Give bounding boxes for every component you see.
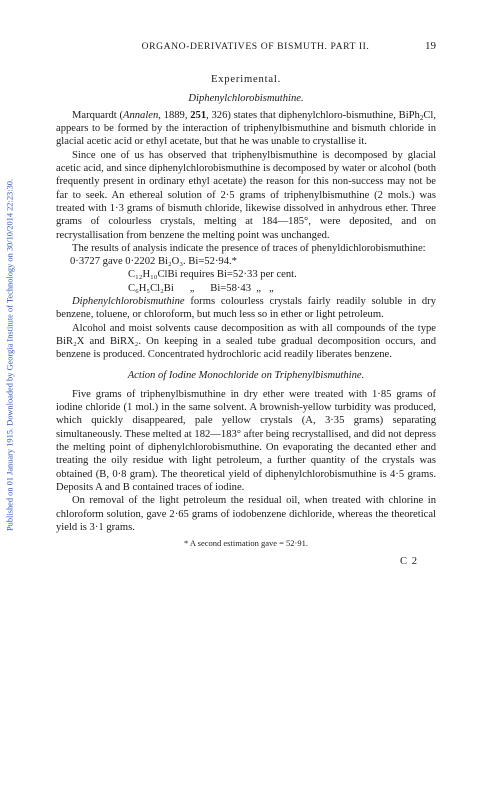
running-title: ORGANO-DERIVATIVES OF BISMUTH. PART II. <box>141 41 370 52</box>
paper-page <box>56 40 436 569</box>
analysis-required-diphenyl: C₁₂H₁₀ClBi requires Bi=52·33 per cent. <box>128 269 297 281</box>
paragraph-decomposition: Alcohol and moist solvents cause decomposition as with all compounds of the type BiR₂X and BiRX₂. On keeping in a sealed tube gradual decomposition occurs, and benzene is produced. Concentrated hydrochloric acid readily liberates benzene. <box>56 322 436 361</box>
paragraph-marquardt: Marquardt (Annalen, 1889, 251, 326) states that diphenylchloro-bismuthine, BiPh$_2$Cl, appears to be formed by the interaction of triphenylbismuthine and bismuth chloride in glacial acetic acid or ethyl acetate, but that he was unable to crystallise it. <box>56 109 436 148</box>
text-run: Cl, appears to be formed by the interaction of triphenylbismuthine and bismuth chloride in glacial acetic acid or ethyl acetate, but that he was unable to crystallise it. <box>56 109 436 148</box>
signature-mark: C 2 <box>399 556 418 568</box>
paragraph-iodobenzene: On removal of the light petroleum the residual oil, when treated with chlorine in chloroform solution, gave 2·65 grams of iodobenzene dichloride, whereas the theoretical yield is 3·1 grams. <box>56 495 436 533</box>
subsection-heading-iodine: Action of Iodine Monochloride on Triphenylbismuthine. <box>127 369 365 381</box>
download-notice-text: Published on 01 January 1915. Downloaded by Georgia Institute of Technology on 30/10/2014 22:23:30. <box>5 179 15 531</box>
text-run: , 326) states that diphenylchloro-bismuthine, BiPh <box>206 109 420 121</box>
download-notice-margin <box>3 40 17 670</box>
paragraph-iodine-reaction: Five grams of triphenylbismuthine in dry ether were treated with 1·85 grams of iodine chloride (1 mol.) in the same solvent. A brownish-yellow turbidity was produced, which quickly disappeared, pale yellow crystals (A, 3·35 grams) separating simultaneously. These melted at 182—183° after being recrystallised, and did not depress the melting point of diphenylchlorobismuthine. On evaporating the decanted ether and treating the oily residue with light petroleum, a further quantity of the crystals was obtained (B, 0·8 gram). The theoretical yield of diphenylchlorobismuthine is 4·5 grams. Deposits A and B contained traces of iodine. <box>56 388 436 493</box>
text-run: Marquardt ( <box>72 109 123 121</box>
text-run: , 1889, <box>158 109 191 121</box>
analysis-found: 0·3727 gave 0·2202 Bi₂O₃. Bi=52·94.* <box>70 256 237 268</box>
section-heading: Experimental. <box>210 74 282 86</box>
running-header <box>56 40 436 53</box>
compound-name: Diphenylchlorobismuthine <box>72 296 185 308</box>
analysis-required-phenyl: C₆H₅Cl₂Bi „ Bi=58·43 „ „ <box>128 282 274 294</box>
footnote: * A second estimation gave = 52·91. <box>183 538 308 549</box>
citation-volume: 251 <box>190 109 207 121</box>
paragraph-analysis-intro: The results of analysis indicate the presence of traces of phenyldichlorobismuthine: <box>72 242 426 254</box>
text-run: forms colourless crystals fairly readily soluble in dry benzene, toluene, or chloroform, but much less so in ether or light petroleum. <box>56 296 436 321</box>
citation-journal: Annalen <box>122 109 159 121</box>
page-number: 19 <box>425 40 436 52</box>
paragraph-method: Since one of us has observed that triphenylbismuthine is decomposed by glacial acetic acid, and since diphenylchlorobismuthine is decomposed by water or alcohol (both frequently present in ordinary ethyl acetate) the reason for this non-success may not be far to seek. An ethereal solution of 2·5 grams of triphenylbismuthine (2 mols.) was treated with 1·3 grams of bismuth chloride, likewise dissolved in anhydrous ether. Three grams of colourless crystals, melting at 184—185°, were deposited, and on recrystallisation from benzene the melting point was unchanged. <box>56 149 436 241</box>
paragraph-properties <box>56 295 436 322</box>
subsection-heading: Diphenylchlorobismuthine. <box>188 92 304 104</box>
